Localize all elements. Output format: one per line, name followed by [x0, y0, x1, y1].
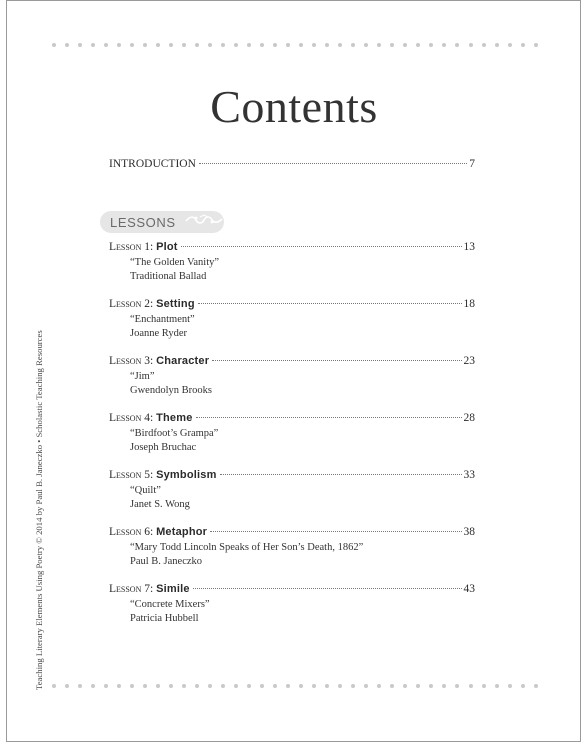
lesson-number: Lesson 2:: [109, 298, 154, 310]
lesson-topic: Metaphor: [156, 526, 208, 538]
toc-entry-label: INTRODUCTION: [109, 158, 196, 170]
divider-dot: [182, 43, 186, 47]
bottom-dot-divider: [52, 683, 538, 689]
divider-dot: [390, 43, 394, 47]
divider-dot: [521, 684, 525, 688]
side-copyright-credit: Teaching Literary Elements Using Poetry © 2014 by Paul B. Janeczko • Scholastic Teaching Resources: [34, 330, 44, 690]
toc-entry-label: [109, 412, 193, 424]
divider-dot: [143, 43, 147, 47]
divider-dot: [377, 43, 381, 47]
divider-dot: [455, 684, 459, 688]
divider-dot: [169, 43, 173, 47]
divider-dot: [495, 43, 499, 47]
divider-dot: [65, 43, 69, 47]
top-dot-divider: [52, 42, 538, 48]
toc-page-number: 18: [463, 298, 475, 310]
dot-leader: [198, 303, 462, 304]
lesson-topic: Theme: [156, 412, 193, 424]
poem-title: “Concrete Mixers”: [130, 599, 210, 610]
divider-dot: [143, 684, 147, 688]
divider-dot: [247, 684, 251, 688]
divider-dot: [52, 43, 56, 47]
lesson-number: Lesson 1:: [109, 241, 154, 253]
divider-dot: [299, 43, 303, 47]
dot-leader: [181, 246, 462, 247]
divider-dot: [182, 684, 186, 688]
toc-entry-lesson[interactable]: [109, 583, 475, 595]
toc-page-number: 23: [463, 355, 475, 367]
poem-author: Gwendolyn Brooks: [130, 385, 212, 396]
divider-dot: [403, 43, 407, 47]
dot-leader: [196, 417, 462, 418]
toc-page-number: 33: [463, 469, 475, 481]
divider-dot: [442, 43, 446, 47]
divider-dot: [260, 43, 264, 47]
divider-dot: [534, 684, 538, 688]
divider-dot: [364, 684, 368, 688]
page-title: Contents: [210, 81, 378, 132]
dot-leader: [220, 474, 462, 475]
flourish-ornament-icon: [184, 213, 224, 231]
poem-author: Joseph Bruchac: [130, 442, 197, 453]
poem-title: “Enchantment”: [130, 314, 195, 325]
divider-dot: [273, 43, 277, 47]
lesson-number: Lesson 7:: [109, 583, 154, 595]
divider-dot: [403, 684, 407, 688]
divider-dot: [221, 43, 225, 47]
divider-dot: [390, 684, 394, 688]
divider-dot: [429, 43, 433, 47]
lesson-number: Lesson 6:: [109, 526, 154, 538]
lessons-section-heading: [100, 211, 224, 233]
lesson-topic: Setting: [156, 298, 195, 310]
divider-dot: [351, 43, 355, 47]
lesson-number: Lesson 4:: [109, 412, 154, 424]
toc-entry-introduction[interactable]: [109, 158, 475, 170]
lesson-number: Lesson 5:: [109, 469, 154, 481]
divider-dot: [455, 43, 459, 47]
divider-dot: [469, 43, 473, 47]
divider-dot: [104, 43, 108, 47]
divider-dot: [442, 684, 446, 688]
divider-dot: [117, 684, 121, 688]
divider-dot: [78, 43, 82, 47]
lesson-number: Lesson 3:: [109, 355, 154, 367]
poem-title: “Jim”: [130, 371, 155, 382]
divider-dot: [416, 684, 420, 688]
divider-dot: [52, 684, 56, 688]
divider-dot: [325, 43, 329, 47]
divider-dot: [91, 43, 95, 47]
divider-dot: [338, 43, 342, 47]
dot-leader: [193, 588, 462, 589]
divider-dot: [156, 684, 160, 688]
toc-entry-label: [109, 583, 190, 595]
toc-page-number: 38: [463, 526, 475, 538]
toc-page-number: 7: [469, 158, 475, 170]
divider-dot: [234, 43, 238, 47]
toc-entry-label: [109, 241, 178, 253]
divider-dot: [208, 684, 212, 688]
lesson-topic: Simile: [156, 583, 190, 595]
divider-dot: [534, 43, 538, 47]
divider-dot: [221, 684, 225, 688]
divider-dot: [117, 43, 121, 47]
dot-leader: [210, 531, 461, 532]
poem-title: “The Golden Vanity”: [130, 257, 220, 268]
divider-dot: [65, 684, 69, 688]
poem-title: “Quilt”: [130, 485, 161, 496]
divider-dot: [130, 43, 134, 47]
divider-dot: [469, 684, 473, 688]
divider-dot: [195, 43, 199, 47]
toc-entry-label: [109, 526, 207, 538]
divider-dot: [78, 684, 82, 688]
toc-page-number: 43: [463, 583, 475, 595]
divider-dot: [299, 684, 303, 688]
divider-dot: [312, 684, 316, 688]
poem-author: Paul B. Janeczko: [130, 556, 203, 567]
divider-dot: [234, 684, 238, 688]
divider-dot: [273, 684, 277, 688]
toc-entry-lesson[interactable]: [109, 355, 475, 367]
lesson-topic: Symbolism: [156, 469, 217, 481]
poem-author: Patricia Hubbell: [130, 613, 199, 624]
divider-dot: [364, 43, 368, 47]
divider-dot: [208, 43, 212, 47]
poem-author: Joanne Ryder: [130, 328, 188, 339]
divider-dot: [169, 684, 173, 688]
toc-entry-label: [109, 355, 209, 367]
divider-dot: [156, 43, 160, 47]
toc-page-number: 13: [463, 241, 475, 253]
poem-title: “Birdfoot’s Grampa”: [130, 428, 219, 439]
toc-entry-lesson[interactable]: [109, 298, 475, 310]
divider-dot: [482, 684, 486, 688]
divider-dot: [508, 684, 512, 688]
dot-leader: [199, 163, 467, 164]
poem-title: “Mary Todd Lincoln Speaks of Her Son’s Death, 1862”: [130, 542, 364, 553]
divider-dot: [351, 684, 355, 688]
divider-dot: [195, 684, 199, 688]
divider-dot: [104, 684, 108, 688]
divider-dot: [286, 684, 290, 688]
divider-dot: [377, 684, 381, 688]
divider-dot: [338, 684, 342, 688]
divider-dot: [130, 684, 134, 688]
divider-dot: [521, 43, 525, 47]
lesson-topic: Plot: [156, 241, 178, 253]
divider-dot: [286, 43, 290, 47]
divider-dot: [495, 684, 499, 688]
divider-dot: [260, 684, 264, 688]
divider-dot: [482, 43, 486, 47]
toc-entry-lesson[interactable]: [109, 469, 475, 481]
divider-dot: [416, 43, 420, 47]
lesson-topic: Character: [156, 355, 210, 367]
toc-entry-label: [109, 469, 217, 481]
poem-author: Janet S. Wong: [130, 499, 190, 510]
toc-entry-lesson[interactable]: [109, 412, 475, 424]
toc-entry-lesson[interactable]: [109, 526, 475, 538]
divider-dot: [429, 684, 433, 688]
dot-leader: [212, 360, 461, 361]
toc-page-number: 28: [463, 412, 475, 424]
toc-entry-label: [109, 298, 195, 310]
divider-dot: [247, 43, 251, 47]
divider-dot: [91, 684, 95, 688]
divider-dot: [312, 43, 316, 47]
divider-dot: [325, 684, 329, 688]
toc-entry-lesson[interactable]: [109, 241, 475, 253]
section-heading-label: LESSONS: [110, 214, 176, 230]
poem-author: Traditional Ballad: [130, 271, 207, 282]
divider-dot: [508, 43, 512, 47]
